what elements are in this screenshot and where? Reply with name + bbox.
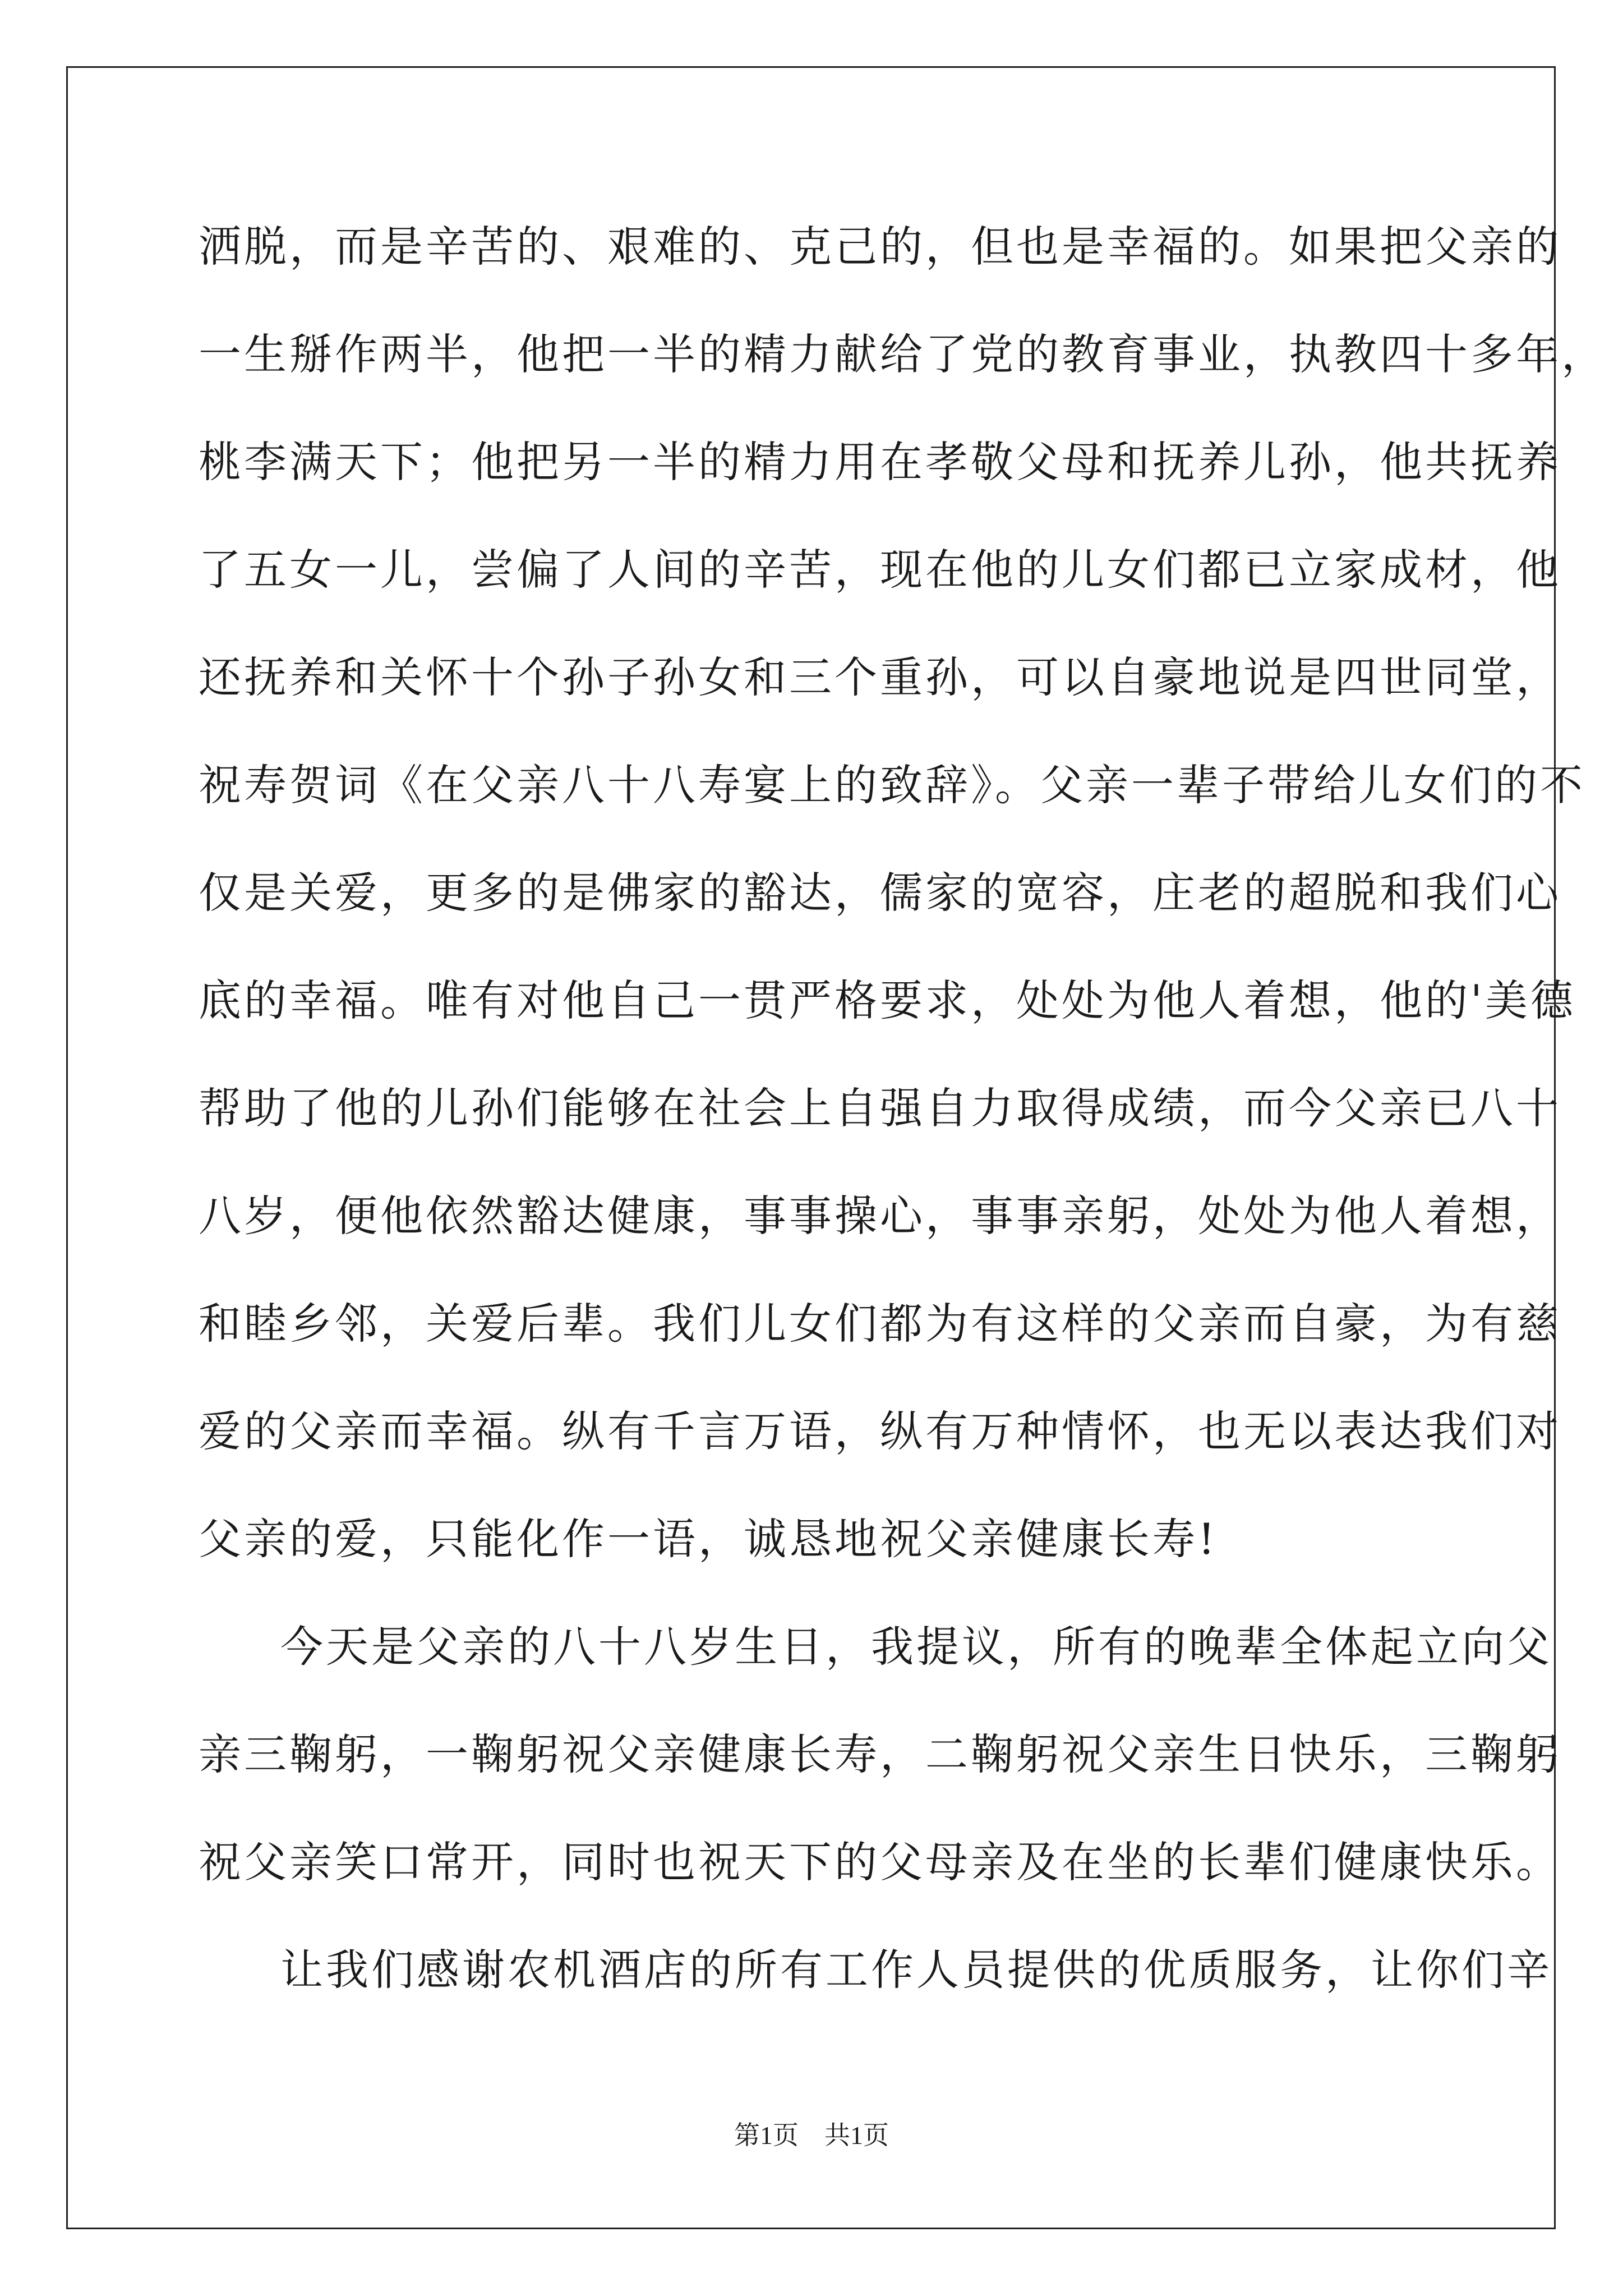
text-line: 和睦乡邻，关爱后辈。我们儿女们都为有这样的父亲而自豪，为有慈: [199, 1299, 1561, 1349]
page-border: [66, 66, 1556, 2229]
text-line: 了五女一儿，尝偏了人间的辛苦，现在他的儿女们都已立家成材，他: [199, 545, 1561, 595]
text-line: 八岁，便他依然豁达健康，事事操心，事事亲躬，处处为他人着想，: [199, 1191, 1561, 1241]
text-line: 帮助了他的儿孙们能够在社会上自强自力取得成绩，而今父亲已八十: [199, 1083, 1561, 1133]
paragraph-first-line: 今天是父亲的八十八岁生日，我提议，所有的晚辈全体起立向父: [280, 1622, 1552, 1672]
text-line: 爱的父亲而幸福。纵有千言万语，纵有万种情怀，也无以表达我们对: [199, 1406, 1561, 1456]
text-line: 底的幸福。唯有对他自己一贯严格要求，处处为他人着想，他的'美德: [199, 976, 1576, 1025]
text-line: 父亲的爱，只能化作一语，诚恳地祝父亲健康长寿!: [199, 1514, 1218, 1564]
text-line: 洒脱，而是辛苦的、艰难的、克己的，但也是幸福的。如果把父亲的: [199, 222, 1561, 272]
text-line: 桃李满天下；他把另一半的精力用在孝敬父母和抚养儿孙，他共抚养: [199, 437, 1561, 487]
paragraph-first-line: 让我们感谢农机酒店的所有工作人员提供的优质服务，让你们辛: [280, 1945, 1552, 1995]
text-line: 一生掰作两半，他把一半的精力献给了党的教育事业，执教四十多年，: [199, 329, 1607, 379]
text-line: 仅是关爱，更多的是佛家的豁达，儒家的宽容，庄老的超脱和我们心: [199, 868, 1561, 918]
page-footer: 第1页 共1页: [734, 2121, 889, 2150]
text-line: 亲三鞠躬，一鞠躬祝父亲健康长寿，二鞠躬祝父亲生日快乐，三鞠躬: [199, 1729, 1561, 1779]
text-line: 祝寿贺词《在父亲八十八寿宴上的致辞》。父亲一辈子带给儿女们的不: [199, 760, 1585, 810]
text-line: 还抚养和关怀十个孙子孙女和三个重孙，可以自豪地说是四世同堂，: [199, 652, 1561, 702]
text-line: 祝父亲笑口常开，同时也祝天下的父母亲及在坐的长辈们健康快乐。: [199, 1837, 1561, 1887]
